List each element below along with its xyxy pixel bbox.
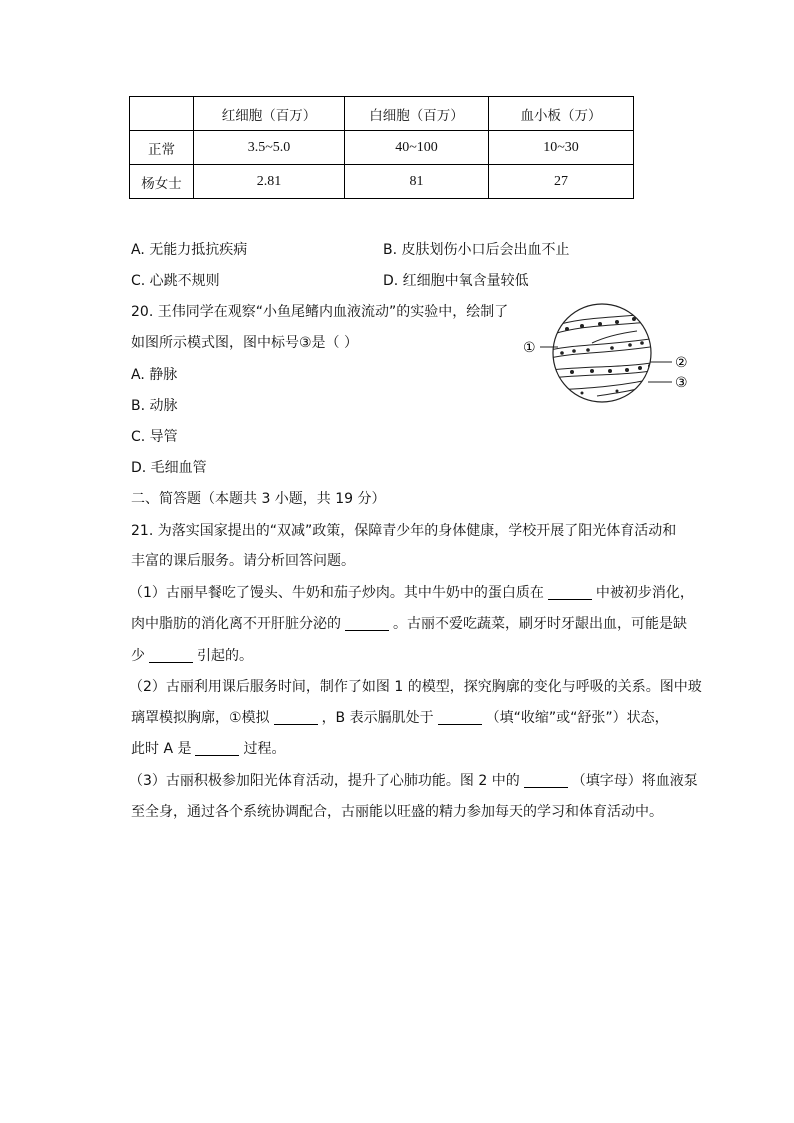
text-segment: 肉中脂肪的消化离不开肝脏分泌的 xyxy=(131,616,341,632)
section-title: 二、简答题（本题共 3 小题，共 19 分） xyxy=(131,491,386,507)
table-header-cell: 红细胞（百万） xyxy=(194,97,345,131)
table-row xyxy=(130,165,634,199)
text-segment: 过程。 xyxy=(243,741,286,757)
q21-intro-line1: 21. 为落实国家提出的“双减”政策，保障青少年的身体健康，学校开展了阳光体育活动和 xyxy=(131,523,677,539)
answer-blank[interactable] xyxy=(438,710,482,725)
q19-option-a: A. 无能力抵抗疾病 xyxy=(131,242,248,258)
q21-intro-line2: 丰富的课后服务。请分析回答问题。 xyxy=(131,553,355,569)
figure-label-2: ② xyxy=(675,355,688,371)
row-label: 杨女士 xyxy=(130,165,194,199)
text-segment: 此时 A 是 xyxy=(131,741,192,757)
figure-label-3: ③ xyxy=(675,375,688,391)
fish-tail-blood-flow-figure xyxy=(522,298,697,418)
q20-stem-line1: 20. 王伟同学在观察“小鱼尾鳍内血液流动”的实验中，绘制了 xyxy=(131,304,509,320)
table-header-cell: 白细胞（百万） xyxy=(345,97,489,131)
table-cell: 40~100 xyxy=(345,131,489,165)
q21-part3-line1 xyxy=(129,770,698,790)
text-segment: 中被初步消化， xyxy=(595,585,694,601)
answer-blank[interactable] xyxy=(149,648,193,663)
text-segment: 引起的。 xyxy=(197,648,253,664)
text-segment: （填字母）将血液泵 xyxy=(571,773,698,789)
q19-option-c: C. 心跳不规则 xyxy=(131,273,220,289)
row-label: 正常 xyxy=(130,131,194,165)
q20-option-b: B. 动脉 xyxy=(131,398,178,414)
blood-test-table xyxy=(129,96,634,199)
table-cell: 2.81 xyxy=(194,165,345,199)
text-segment: 璃罩模拟胸廓，①模拟 xyxy=(131,710,270,726)
table-cell: 81 xyxy=(345,165,489,199)
table-row xyxy=(130,131,634,165)
table-cell: 10~30 xyxy=(489,131,634,165)
q21-part3-line2: 至全身，通过各个系统协调配合，古丽能以旺盛的精力参加每天的学习和体育活动中。 xyxy=(131,804,663,820)
table-header-cell xyxy=(130,97,194,131)
answer-blank[interactable] xyxy=(524,773,568,788)
q21-part2-line3 xyxy=(131,738,285,758)
text-segment: （3）古丽积极参加阳光体育活动，提升了心肺功能。图 2 中的 xyxy=(129,773,520,789)
q19-option-d: D. 红细胞中氧含量较低 xyxy=(383,273,529,289)
q21-part2-line2 xyxy=(131,707,669,727)
q21-part1-line2 xyxy=(131,613,687,633)
table-cell: 27 xyxy=(489,165,634,199)
text-segment: （填“收缩”或“舒张”）状态， xyxy=(485,710,669,726)
answer-blank[interactable] xyxy=(345,616,389,631)
text-segment: 少 xyxy=(131,648,145,664)
q19-option-b: B. 皮肤划伤小口后会出血不止 xyxy=(383,242,570,258)
answer-blank[interactable] xyxy=(548,585,592,600)
table-cell: 3.5~5.0 xyxy=(194,131,345,165)
figure-label-1: ① xyxy=(523,340,536,356)
microscope-view-circle xyxy=(553,304,651,402)
q20-option-a: A. 静脉 xyxy=(131,367,178,383)
text-segment: ，B 表示膈肌处于 xyxy=(321,710,434,726)
table-header-cell: 血小板（万） xyxy=(489,97,634,131)
q20-option-d: D. 毛细血管 xyxy=(131,460,207,476)
q21-part2-line1: （2）古丽利用课后服务时间，制作了如图 1 的模型，探究胸廓的变化与呼吸的关系。图中玻 xyxy=(129,679,702,695)
text-segment: （1）古丽早餐吃了馒头、牛奶和茄子炒肉。其中牛奶中的蛋白质在 xyxy=(129,585,544,601)
answer-blank[interactable] xyxy=(274,710,318,725)
q21-part1-line3 xyxy=(131,645,253,665)
q20-stem-line2: 如图所示模式图，图中标号③是（ ） xyxy=(131,335,359,351)
answer-blank[interactable] xyxy=(195,741,239,756)
q20-option-c: C. 导管 xyxy=(131,429,178,445)
text-segment: 。古丽不爱吃蔬菜，刷牙时牙龈出血，可能是缺 xyxy=(393,616,687,632)
table-header-row xyxy=(130,97,634,131)
q21-part1-line1 xyxy=(129,582,694,602)
